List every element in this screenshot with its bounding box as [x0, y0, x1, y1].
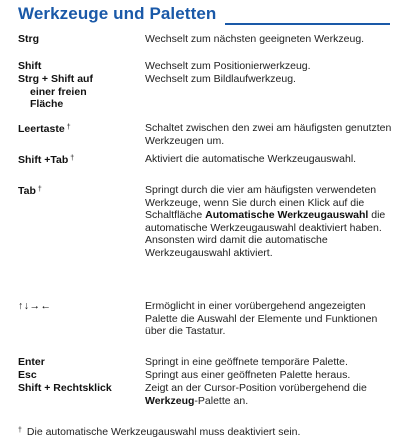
shortcut-key: Esc: [18, 369, 37, 381]
shortcut-key-line: Fläche: [30, 98, 64, 111]
footnote-mark: †: [18, 427, 22, 434]
shortcut-key: Tab †: [18, 185, 42, 197]
shortcut-description: Wechselt zum Bildlaufwerkzeug.: [145, 73, 296, 85]
shortcut-description: Zeigt an der Cursor-Position vorübergehend die Werkzeug-Palette an.: [145, 382, 367, 407]
title-rule: [225, 23, 390, 25]
ui-term: Automatische Werkzeugauswahl: [205, 209, 369, 222]
shortcut-key: Leertaste †: [18, 123, 71, 135]
footnote-mark: †: [70, 155, 75, 162]
shortcut-description: Springt in eine geöffnete temporäre Palette.: [145, 356, 348, 368]
shortcut-key: Shift: [18, 60, 42, 72]
shortcut-key: [18, 73, 143, 111]
shortcut-description: Aktiviert die automatische Werkzeugauswahl.: [145, 153, 357, 165]
section-header: [18, 4, 390, 30]
shortcut-description: Springt aus einer geöffneten Palette heraus.: [145, 369, 351, 381]
ui-term: Werkzeug: [145, 394, 195, 407]
shortcut-key: Enter: [18, 356, 45, 368]
page-title: Werkzeuge und Paletten: [18, 4, 217, 23]
shortcut-description: Ermöglicht in einer vorübergehend angezeigten Palette die Auswahl der Elemente und Funktionen über die Tastatur.: [145, 300, 378, 338]
footnote-mark: †: [66, 124, 71, 131]
shortcut-description: Wechselt zum Positionierwerkzeug.: [145, 60, 311, 72]
shortcut-description: Springt durch die vier am häufigsten verwendeten Werkzeuge, wenn Sie durch einen Klick auf die Schaltfläche Automatische Werkzeugauswahl die automatische Werkzeugauswahl deaktiviert haben. Ansonsten wird damit die automatische Werkzeugauswahl aktiviert.: [145, 184, 386, 259]
shortcut-key: Shift + Rechtsklick: [18, 382, 112, 394]
shortcut-key: Shift +Tab †: [18, 154, 75, 166]
shortcut-description: Schaltet zwischen den zwei am häufigsten genutzten Werkzeugen um.: [145, 122, 392, 147]
shortcut-key-line: einer freien: [30, 85, 87, 98]
footnote-text: Die automatische Werkzeugauswahl muss deaktiviert sein.: [26, 426, 301, 438]
shortcut-description: Wechselt zum nächsten geeigneten Werkzeug.: [145, 33, 365, 45]
arrow-keys-icon: ↑↓→←: [18, 300, 52, 312]
shortcut-key-line: Strg + Shift auf: [18, 73, 93, 85]
shortcut-key: Strg: [18, 33, 39, 45]
footnote: [18, 426, 300, 438]
footnote-mark: †: [37, 186, 42, 193]
